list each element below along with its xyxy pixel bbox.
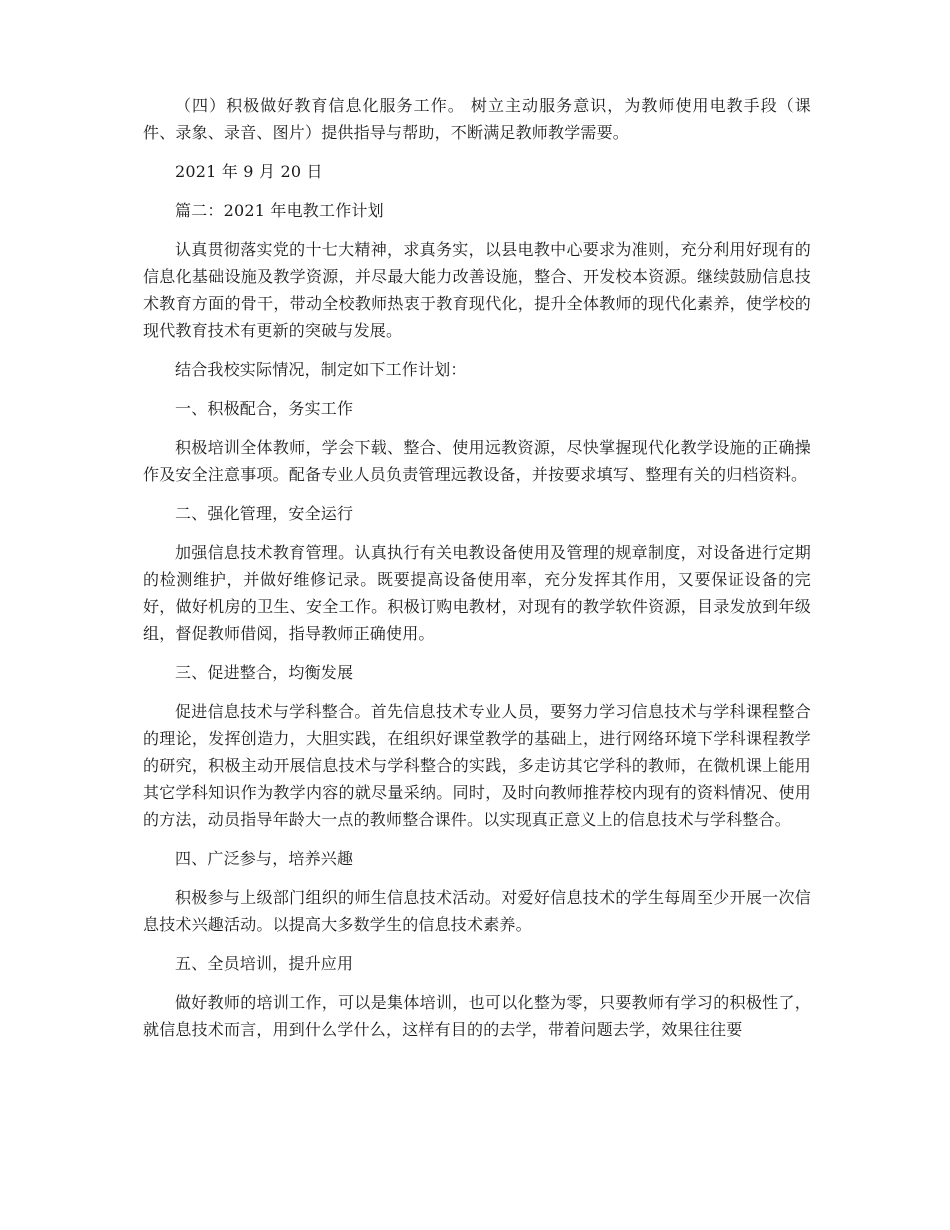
heading-item-5: 五、全员培训，提升应用 [175, 954, 354, 973]
heading-item-4: 四、广泛参与，培养兴趣 [175, 849, 354, 868]
document-body [143, 92, 811, 1055]
heading-item-3: 三、促进整合，均衡发展 [175, 663, 354, 682]
paragraph-service-work: （四）积极做好教育信息化服务工作。 树立主动服务意识，为教师使用电教手段（课件、录象、录音、图片）提供指导与帮助，不断满足教师教学需要。 [143, 96, 811, 142]
paragraph-item-2: 加强信息技术教育管理。认真执行有关电教设备使用及管理的规章制度，对设备进行定期的检测维护，并做好维修记录。既要提高设备使用率，充分发挥其作用，又要保证设备的完好，做好机房的卫生、安全工作。积极订购电教材，对现有的教学软件资源，目录发放到年级组，督促教师借阅，指导教师正确使用。 [143, 543, 811, 643]
paragraph-plan-lead: 结合我校实际情况，制定如下工作计划： [175, 360, 467, 379]
paragraph-item-3: 促进信息技术与学科整合。首先信息技术专业人员，要努力学习信息技术与学科课程整合的理论，发挥创造力，大胆实践，在组织好课堂教学的基础上，进行网络环境下学科课程教学的研究，积极主动开展信息技术与学科整合的实践，多走访其它学科的教师，在微机课上能用其它学科知识作为教学内容的就尽量采纳。同时，及时向教师推荐校内现有的资料情况、使用的方法，动员指导年龄大一点的教师整合课件。以实现真正意义上的信息技术与学科整合。 [143, 702, 811, 829]
paragraph-intro: 认真贯彻落实党的十七大精神，求真务实，以县电教中心要求为准则，充分利用好现有的信息化基础设施及教学资源，并尽最大能力改善设施，整合、开发校本资源。继续鼓励信息技术教育方面的骨干，带动全校教师热衷于教育现代化，提升全体教师的现代化素养，使学校的现代教育技术有更新的突破与发展。 [143, 240, 811, 340]
heading-item-2: 二、强化管理，安全运行 [175, 504, 354, 523]
paragraph-date: 2021 年 9 月 20 日 [175, 162, 323, 181]
heading-item-1: 一、积极配合，务实工作 [175, 399, 354, 418]
section-title-part-two: 篇二：2021 年电教工作计划 [175, 201, 384, 220]
paragraph-item-1: 积极培训全体教师，学会下载、整合、使用远教资源，尽快掌握现代化教学设施的正确操作及安全注意事项。配备专业人员负责管理远教设备，并按要求填写、整理有关的归档资料。 [143, 438, 811, 484]
paragraph-item-5: 做好教师的培训工作，可以是集体培训，也可以化整为零，只要教师有学习的积极性了，就信息技术而言，用到什么学什么，这样有目的的去学，带着问题去学，效果往往要 [143, 993, 811, 1039]
paragraph-item-4: 积极参与上级部门组织的师生信息技术活动。对爱好信息技术的学生每周至少开展一次信息技术兴趣活动。以提高大多数学生的信息技术素养。 [143, 888, 811, 934]
